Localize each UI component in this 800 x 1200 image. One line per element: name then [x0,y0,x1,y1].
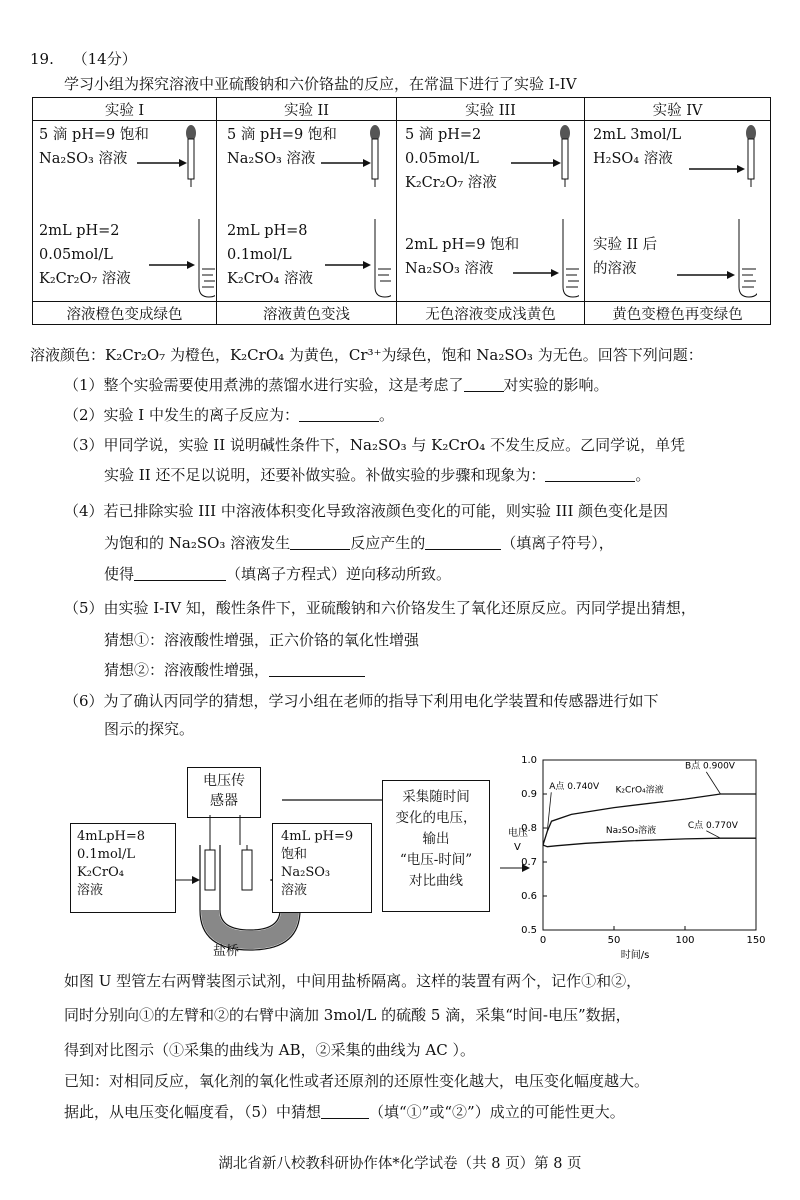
q5-blank[interactable] [269,661,365,677]
q4-blank-3[interactable] [134,565,226,581]
q4-text-c2: （填离子方程式）逆向移动所致。 [226,565,452,583]
y-tick-label: 0.6 [521,891,537,902]
exp4-bottom-2: 的溶液 [593,261,637,277]
exp3-header: 实验 III [397,98,585,121]
q1 [64,374,609,395]
exp1-result: 溶液橙色变成绿色 [33,302,217,325]
test-tube-icon [149,217,215,301]
q2-text-a: （2）实验 I 中发生的离子反应为： [64,406,300,424]
q4-line2 [104,532,614,553]
q2-text-b: 。 [379,406,395,424]
explain-1: 如图 U 型管左右两臂装图示试剂，中间用盐桥隔离。这样的装置有两个，记作①和②， [64,972,642,990]
dropper-icon [511,123,571,193]
left-sol-2: 0.1mol/L [77,847,135,862]
explain-2: 同时分别向①的左臂和②的右臂中滴加 3mol/L 的硫酸 5 滴，采集“时间-电压”数据， [64,1006,631,1024]
experiment-table [32,97,771,325]
explain-5a: 据此，从电压变化幅度看，（5）中猜想 [64,1103,322,1121]
q6-line2: 图示的探究。 [104,720,195,738]
x-tick-label: 50 [607,935,621,946]
exp2-top-2: Na₂SO₃ 溶液 [227,151,316,167]
q4-blank-1[interactable] [290,534,350,550]
exp4-cell [585,121,771,302]
dropper-icon [137,123,197,193]
q3-text-b: 实验 II 还不足以说明，还要补做实验。补做实验的步骤和现象为： [104,466,546,484]
question-score: （14分） [72,50,137,68]
collect-5: 对比曲线 [409,873,463,889]
question-intro: 学习小组为探究溶液中亚硫酸钠和六价铬盐的反应，在常温下进行了实验 I-IV [64,75,577,93]
exp4-top-2: H₂SO₄ 溶液 [593,151,673,167]
q5-guess1: 猜想①：溶液酸性增强，正六价铬的氧化性增强 [104,631,420,649]
y-tick-label: 0.5 [521,925,537,936]
q3-line2 [104,464,650,485]
series-line-2 [543,838,756,847]
question-number-line [30,48,137,69]
left-sol-4: 溶液 [77,883,104,898]
collect-box [382,780,490,912]
exp1-header: 实验 I [33,98,217,121]
q4-text-b1: 为饱和的 Na₂SO₃ 溶液发生 [104,534,291,552]
q4-text-b2: 反应产生的 [350,534,426,552]
y-tick-label: 1.0 [521,755,537,766]
chart-ylabel-2: V [514,842,521,853]
chart-ylabel-1: 电压 [508,828,528,839]
sensor-label-2: 感器 [210,793,238,809]
exp2-top-1: 5 滴 pH=9 饱和 [227,127,337,143]
x-tick-label: 0 [539,935,547,946]
exp1-top-1: 5 滴 pH=9 饱和 [39,127,149,143]
annotation-B-leader [706,772,720,794]
exp4-top-1: 2mL 3mol/L [593,127,682,143]
exp4-result: 黄色变橙色再变绿色 [585,302,771,325]
exp3-result: 无色溶液变成浅黄色 [397,302,585,325]
exp3-cell [397,121,585,302]
collect-4: “电压-时间” [399,852,473,868]
explain-3: 得到对比图示（①采集的曲线为 AB，②采集的曲线为 AC ）。 [64,1041,475,1059]
explain-5 [64,1101,625,1122]
q4-text-c1: 使得 [104,565,135,583]
right-sol-4: 溶液 [281,883,308,898]
q3-line1: （3）甲同学说，实验 II 说明碱性条件下，Na₂SO₃ 与 K₂CrO₄ 不发生反应。乙同学说，单凭 [64,436,686,454]
y-tick-label: 0.8 [521,823,537,834]
left-sol-3: K₂CrO₄ [77,865,124,880]
right-sol-2: 饱和 [281,847,308,862]
exp4-bottom-1: 实验 II 后 [593,237,658,253]
exp4-header: 实验 IV [585,98,771,121]
exp3-bottom-2: Na₂SO₃ 溶液 [405,261,494,277]
exp3-top-2: 0.05mol/L [405,151,479,167]
question-number: 19. [30,50,54,68]
q1-text-a: （1）整个实验需要使用煮沸的蒸馏水进行实验，这是考虑了 [64,376,464,394]
y-tick-label: 0.9 [521,789,537,800]
collect-3: 输出 [422,831,450,847]
exp3-bottom-1: 2mL pH=9 饱和 [405,237,520,253]
q4-line3 [104,563,451,584]
x-tick-label: 150 [746,935,766,946]
q5-guess2 [104,659,365,680]
collect-1: 采集随时间 [402,789,470,805]
q5-line1: （5）由实验 I-IV 知，酸性条件下，亚硫酸钠和六价铬发生了氧化还原反应。丙同学提出猜想， [64,599,696,617]
q3-text-c: 。 [635,466,651,484]
q4-text-b3: （填离子符号）， [501,534,614,552]
left-solution-box [70,823,176,913]
exp1-bottom-1: 2mL pH=2 [39,223,120,239]
q1-text-b: 对实验的影响。 [503,376,609,394]
test-tube-icon [677,217,757,301]
exp2-result: 溶液黄色变浅 [217,302,397,325]
x-tick-label: 100 [675,935,695,946]
exp2-bottom-3: K₂CrO₄ 溶液 [227,271,313,287]
test-tube-icon [513,217,579,301]
annotation-A: A点 0.740V [549,781,600,792]
series-line-1 [543,794,756,845]
q5-text-c: 猜想②：溶液酸性增强， [104,661,270,679]
q2-blank[interactable] [299,406,379,422]
exp1-cell [33,121,217,302]
series-label-2: Na₂SO₃溶液 [605,826,657,837]
series-label-1: K₂CrO₄溶液 [615,785,664,796]
exp2-bottom-2: 0.1mol/L [227,247,292,263]
exp2-bottom-1: 2mL pH=8 [227,223,308,239]
exp1-bottom-2: 0.05mol/L [39,247,113,263]
q6-blank[interactable] [321,1103,369,1119]
annotation-C: C点 0.770V [687,821,738,831]
colors-note: 溶液颜色：K₂Cr₂O₇ 为橙色，K₂CrO₄ 为黄色，Cr³⁺为绿色，饱和 Na₂SO₃ 为无色。回答下列问题： [30,346,703,364]
q4-blank-2[interactable] [425,534,501,550]
dropper-icon [321,123,381,193]
exp2-cell [217,121,397,302]
salt-bridge-label: 盐桥 [213,944,240,959]
annotation-B: B点 0.900V [685,761,735,772]
exp1-top-2: Na₂SO₃ 溶液 [39,151,128,167]
q1-blank[interactable] [464,376,504,392]
dropper-icon [689,123,759,193]
right-sol-1: 4mL pH=9 [281,829,354,844]
test-tube-icon [325,217,391,301]
exp3-top-3: K₂Cr₂O₇ 溶液 [405,175,497,191]
exp1-bottom-3: K₂Cr₂O₇ 溶液 [39,271,131,287]
right-sol-3: Na₂SO₃ [281,865,331,880]
annotation-C-leader [706,831,720,838]
y-tick-label: 0.7 [521,857,537,868]
voltage-time-chart [500,750,775,962]
sensor-label-1: 电压传 [203,773,245,789]
exp2-header: 实验 II [217,98,397,121]
q6-line1: （6）为了确认丙同学的猜想，学习小组在老师的指导下利用电化学装置和传感器进行如下 [64,692,659,710]
q3-blank[interactable] [545,466,635,482]
chart-xlabel: 时间/s [620,950,650,961]
collect-2: 变化的电压， [395,810,477,826]
explain-4: 已知：对相同反应，氧化剂的氧化性或者还原剂的还原性变化越大，电压变化幅度越大。 [64,1072,650,1090]
explain-5b: （填“①”或“②”）成立的可能性更大。 [369,1103,625,1121]
left-sol-1: 4mLpH=8 [77,829,146,844]
q2 [64,404,394,425]
right-solution-box [272,823,372,913]
page-footer: 湖北省新八校教科研协作体*化学试卷（共 8 页）第 8 页 [218,1156,582,1172]
exp3-top-1: 5 滴 pH=2 [405,127,482,143]
q4-line1: （4）若已排除实验 III 中溶液体积变化导致溶液颜色变化的可能，则实验 III 颜色变化是因 [64,502,669,520]
